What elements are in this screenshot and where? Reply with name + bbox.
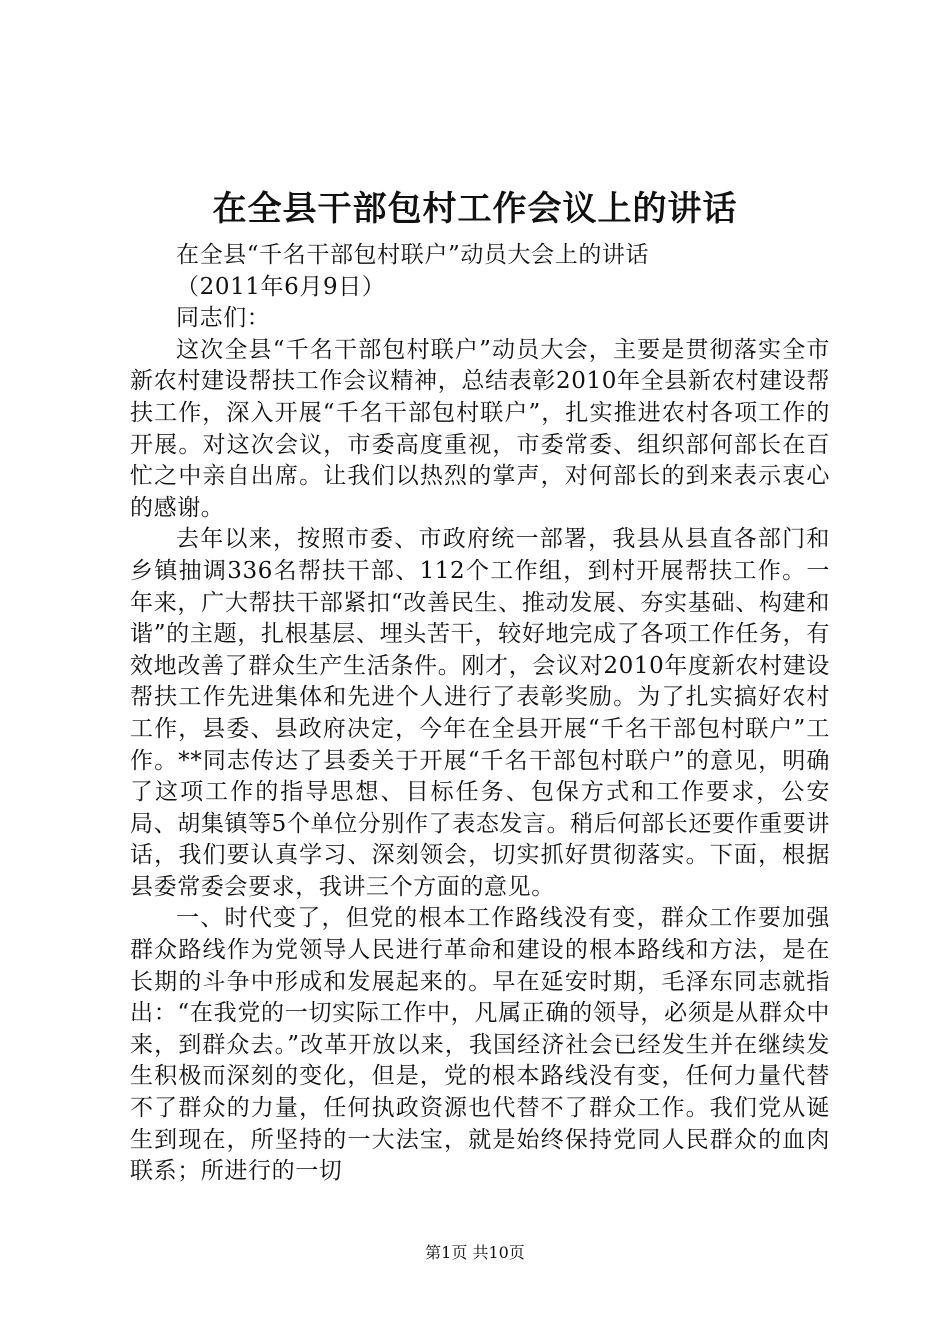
- page-footer: 第1页 共10页: [425, 1243, 525, 1262]
- subtitle-paragraph: 在全县“千名干部包村联户”动员大会上的讲话: [176, 242, 650, 268]
- body-paragraph: 这次全县“千名干部包村联户”动员大会，主要是贯彻落实全市新农村建设帮扶工作会议精神，总结表彰2010年全县新农村建设帮扶工作，深入开展“千名干部包村联户”，扎实推进农村各项工作的开展。对这次会议，市委高度重视，市委常委、组织部何部长在百忙之中亲自出席。让我们以热烈的掌声，对何部长的到来表示衷心的感谢。: [130, 336, 830, 521]
- body-paragraph: 一、时代变了，但党的根本工作路线没有变，群众工作要加强群众路线作为党领导人民进行革命和建设的根本路线和方法，是在长期的斗争中形成和发展起来的。早在延安时期，毛泽东同志就指出：“在我党的一切实际工作中，凡属正确的领导，必须是从群众中来，到群众去。”改革开放以来，我国经济社会已经发生并在继续发生积极而深刻的变化，但是，党的根本路线没有变，任何力量代替不了群众的力量，任何执政资源也代替不了群众工作。我们党从诞生到现在，所坚持的一大法宝，就是始终保持党同人民群众的血肉联系；所进行的一切: [130, 905, 830, 1185]
- document-title: 在全县干部包村工作会议上的讲话: [212, 189, 738, 229]
- date-paragraph: （2011年6月9日）: [176, 273, 386, 300]
- salutation-paragraph: 同志们：: [176, 305, 271, 332]
- body-paragraph: 去年以来，按照市委、市政府统一部署，我县从县直各部门和乡镇抽调336名帮扶干部、112个工作组，到村开展帮扶工作。一年来，广大帮扶干部紧扣“改善民生、推动发展、夯实基础、构建和谐”的主题，扎根基层、埋头苦干，较好地完成了各项工作任务，有效地改善了群众生产生活条件。刚才，会议对2010年度新农村建设帮扶工作先进集体和先进个人进行了表彰奖励。为了扎实搞好农村工作，县委、县政府决定，今年在全县开展“千名干部包村联户”工作。**同志传达了县委关于开展“千名干部包村联户”的意见，明确了这项工作的指导思想、目标任务、包保方式和工作要求，公安局、胡集镇等5个单位分别作了表态发言。稍后何部长还要作重要讲话，我们要认真学习、深刻领会，切实抓好贯彻落实。下面，根据县委常委会要求，我讲三个方面的意见。: [130, 526, 830, 900]
- document-body: [130, 240, 830, 1188]
